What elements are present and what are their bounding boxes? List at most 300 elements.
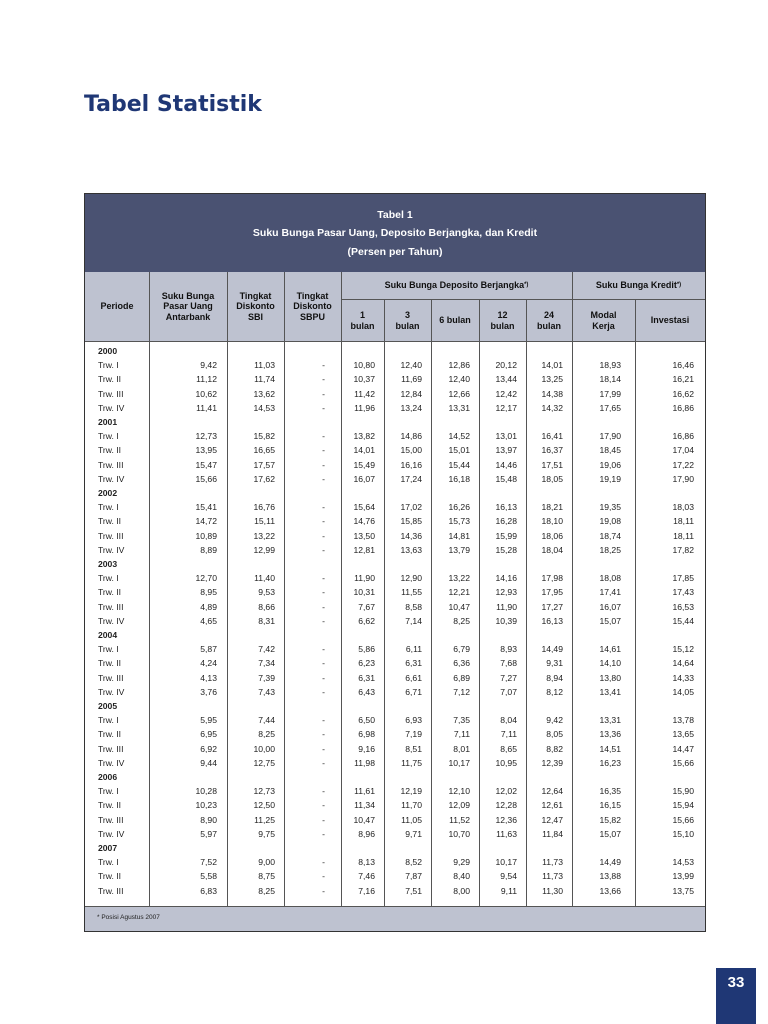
cell-deposito-12: 11,63: [496, 828, 517, 839]
cell-deposito-24: 12,39: [541, 757, 563, 768]
cell-deposito-24: 18,05: [541, 473, 563, 484]
period-label: Trw. III: [98, 814, 124, 825]
table-row: [85, 445, 705, 459]
cell-sbpu: -: [322, 828, 325, 839]
table-row: [85, 715, 705, 729]
header-kredit-label: Suku Bunga Kredit: [595, 280, 677, 291]
cell-deposito-12: 10,95: [495, 757, 517, 768]
cell-sbpu: -: [322, 757, 325, 768]
header-divider: [341, 299, 705, 300]
period-label: Trw. III: [98, 672, 124, 683]
cell-sbpu: -: [322, 587, 325, 598]
cell-sbi: 12,50: [253, 800, 275, 811]
header-deposito-group: [341, 272, 572, 299]
cell-deposito-12: 9,11: [500, 885, 517, 896]
table-row: [85, 502, 705, 516]
cell-pasar-uang: 4,89: [200, 601, 217, 612]
cell-deposito-3: 11,75: [401, 757, 422, 768]
cell-deposito-24: 8,12: [546, 686, 563, 697]
column-separator: [384, 300, 385, 906]
cell-sbpu: -: [322, 743, 325, 754]
cell-sbpu: -: [322, 800, 325, 811]
cell-deposito-3: 13,63: [400, 544, 422, 555]
cell-deposito-24: 11,73: [542, 857, 563, 868]
cell-pasar-uang: 10,28: [195, 786, 217, 797]
cell-deposito-1: 7,46: [358, 871, 375, 882]
cell-deposito-3: 9,71: [405, 828, 422, 839]
cell-pasar-uang: 5,97: [200, 828, 217, 839]
cell-deposito-6: 8,00: [453, 885, 470, 896]
cell-deposito-12: 15,99: [495, 530, 517, 541]
cell-modal-kerja: 18,74: [599, 530, 621, 541]
cell-investasi: 16,62: [672, 388, 694, 399]
column-separator: [479, 300, 480, 906]
cell-modal-kerja: 19,08: [599, 516, 621, 527]
cell-deposito-1: 6,23: [358, 658, 375, 669]
cell-investasi: 16,86: [672, 402, 694, 413]
cell-deposito-12: 7,07: [500, 686, 517, 697]
year-label: 2000: [98, 346, 118, 356]
table-row: [85, 474, 705, 488]
cell-modal-kerja: 14,10: [599, 658, 621, 669]
body-bottom-rule: [85, 906, 705, 907]
cell-deposito-6: 12,86: [448, 360, 470, 371]
cell-pasar-uang: 12,73: [195, 431, 217, 442]
cell-pasar-uang: 4,65: [200, 615, 217, 626]
year-row: [85, 701, 705, 715]
cell-deposito-24: 9,31: [546, 658, 563, 669]
cell-deposito-12: 14,46: [495, 459, 517, 470]
cell-sbi: 9,53: [258, 587, 275, 598]
cell-deposito-3: 17,02: [400, 502, 422, 513]
header-investasi: Investasi: [650, 315, 690, 326]
table-row: [85, 658, 705, 672]
cell-deposito-12: 20,12: [495, 360, 517, 371]
cell-deposito-24: 17,95: [541, 587, 563, 598]
table-subtitle: (Persen per Tahun): [347, 246, 443, 258]
cell-deposito-6: 15,44: [448, 459, 470, 470]
cell-deposito-1: 6,50: [358, 715, 375, 726]
cell-pasar-uang: 11,12: [196, 374, 217, 385]
cell-investasi: 18,11: [673, 516, 694, 527]
cell-sbpu: -: [322, 431, 325, 442]
cell-sbpu: -: [322, 601, 325, 612]
cell-sbpu: -: [322, 615, 325, 626]
cell-deposito-24: 8,05: [546, 729, 563, 740]
cell-sbi: 11,25: [254, 814, 275, 825]
cell-sbpu: -: [322, 360, 325, 371]
period-label: Trw. II: [98, 800, 122, 811]
cell-pasar-uang: 5,95: [200, 715, 217, 726]
cell-deposito-1: 14,01: [353, 445, 375, 456]
cell-modal-kerja: 18,93: [599, 360, 621, 371]
cell-modal-kerja: 13,36: [599, 729, 621, 740]
cell-sbpu: -: [322, 871, 325, 882]
cell-investasi: 13,65: [672, 729, 694, 740]
header-deposito-24: 24 bulan: [537, 310, 561, 331]
cell-deposito-24: 16,13: [541, 615, 563, 626]
cell-deposito-3: 11,69: [401, 374, 422, 385]
cell-sbi: 9,75: [258, 828, 275, 839]
cell-modal-kerja: 16,15: [599, 800, 621, 811]
cell-deposito-12: 7,68: [500, 658, 517, 669]
cell-deposito-1: 9,16: [358, 743, 375, 754]
cell-deposito-3: 7,19: [405, 729, 422, 740]
cell-sbpu: -: [322, 516, 325, 527]
cell-deposito-24: 18,06: [541, 530, 563, 541]
table-row: [85, 531, 705, 545]
cell-modal-kerja: 16,07: [599, 601, 621, 612]
cell-deposito-12: 13,97: [495, 445, 517, 456]
cell-investasi: 14,64: [672, 658, 694, 669]
cell-deposito-12: 12,02: [495, 786, 517, 797]
cell-deposito-1: 10,31: [353, 587, 375, 598]
cell-modal-kerja: 17,99: [599, 388, 621, 399]
cell-deposito-6: 10,70: [448, 828, 470, 839]
cell-sbi: 7,43: [258, 686, 275, 697]
cell-deposito-3: 12,19: [400, 786, 422, 797]
cell-sbpu: -: [322, 644, 325, 655]
cell-deposito-12: 13,44: [495, 374, 517, 385]
cell-deposito-1: 13,50: [353, 530, 375, 541]
cell-deposito-12: 9,54: [500, 871, 517, 882]
table-footnote: * Posisi Agustus 2007: [97, 914, 160, 921]
table-body: [85, 341, 705, 906]
table-label: Tabel 1: [377, 209, 413, 221]
page-number-badge: [716, 968, 756, 1024]
cell-pasar-uang: 4,24: [200, 658, 217, 669]
cell-investasi: 17,82: [672, 544, 694, 555]
cell-deposito-3: 14,36: [400, 530, 422, 541]
cell-sbpu: -: [322, 402, 325, 413]
table-row: [85, 616, 705, 630]
cell-pasar-uang: 5,87: [200, 644, 217, 655]
cell-sbpu: -: [322, 544, 325, 555]
page-number: 33: [727, 974, 745, 991]
cell-sbpu: -: [322, 459, 325, 470]
cell-modal-kerja: 17,90: [599, 431, 621, 442]
cell-modal-kerja: 15,07: [599, 615, 621, 626]
cell-deposito-12: 10,17: [495, 857, 517, 868]
cell-sbi: 8,75: [258, 871, 275, 882]
cell-sbi: 8,25: [258, 885, 275, 896]
cell-pasar-uang: 8,89: [200, 544, 217, 555]
cell-deposito-6: 12,66: [448, 388, 470, 399]
cell-deposito-6: 16,18: [448, 473, 470, 484]
cell-deposito-3: 11,55: [401, 587, 422, 598]
cell-deposito-12: 8,04: [500, 715, 517, 726]
cell-sbpu: -: [322, 814, 325, 825]
cell-investasi: 17,85: [672, 573, 694, 584]
cell-deposito-6: 6,36: [453, 658, 470, 669]
cell-deposito-24: 12,64: [541, 786, 563, 797]
cell-deposito-1: 8,13: [358, 857, 375, 868]
cell-sbpu: -: [322, 672, 325, 683]
cell-deposito-6: 7,11: [453, 729, 470, 740]
cell-modal-kerja: 18,14: [599, 374, 621, 385]
cell-investasi: 14,53: [672, 857, 694, 868]
cell-sbi: 16,76: [253, 502, 275, 513]
cell-deposito-3: 7,51: [405, 885, 422, 896]
column-separator: [341, 272, 342, 906]
cell-deposito-1: 11,34: [354, 800, 375, 811]
cell-investasi: 15,12: [672, 644, 694, 655]
cell-modal-kerja: 13,66: [599, 885, 621, 896]
period-label: Trw. III: [98, 885, 124, 896]
header-periode: Periode: [100, 301, 134, 312]
cell-sbpu: -: [322, 658, 325, 669]
table-row: [85, 744, 705, 758]
cell-deposito-3: 8,52: [405, 857, 422, 868]
cell-deposito-24: 14,01: [541, 360, 563, 371]
period-label: Trw. IV: [98, 615, 125, 626]
cell-sbpu: -: [322, 857, 325, 868]
period-label: Trw. III: [98, 530, 124, 541]
cell-deposito-3: 15,85: [400, 516, 422, 527]
cell-deposito-1: 12,81: [353, 544, 375, 555]
table-row: [85, 871, 705, 885]
cell-deposito-1: 5,86: [358, 644, 375, 655]
cell-sbi: 8,66: [258, 601, 275, 612]
table-row: [85, 389, 705, 403]
cell-deposito-6: 12,40: [448, 374, 470, 385]
cell-deposito-24: 11,73: [542, 871, 563, 882]
cell-investasi: 16,53: [672, 601, 694, 612]
year-label: 2003: [98, 559, 118, 569]
cell-deposito-24: 11,30: [542, 885, 563, 896]
cell-sbi: 12,99: [253, 544, 275, 555]
cell-modal-kerja: 13,88: [599, 871, 621, 882]
cell-deposito-1: 15,49: [353, 459, 375, 470]
cell-deposito-6: 15,01: [448, 445, 470, 456]
cell-deposito-1: 11,90: [354, 573, 375, 584]
cell-deposito-6: 15,73: [448, 516, 470, 527]
cell-investasi: 18,11: [673, 530, 694, 541]
cell-modal-kerja: 18,25: [599, 544, 621, 555]
year-row: [85, 559, 705, 573]
cell-modal-kerja: 15,82: [599, 814, 621, 825]
period-label: Trw. I: [98, 573, 119, 584]
cell-sbpu: -: [322, 530, 325, 541]
cell-deposito-3: 17,24: [400, 473, 422, 484]
cell-sbi: 13,62: [253, 388, 275, 399]
year-label: 2005: [98, 701, 118, 711]
cell-deposito-1: 6,43: [358, 686, 375, 697]
cell-pasar-uang: 7,52: [200, 857, 217, 868]
column-separator: [284, 272, 285, 906]
cell-deposito-6: 14,52: [448, 431, 470, 442]
cell-pasar-uang: 9,44: [200, 757, 217, 768]
cell-deposito-1: 14,76: [353, 516, 375, 527]
period-label: Trw. II: [98, 729, 122, 740]
cell-deposito-1: 6,31: [358, 672, 375, 683]
table-row: [85, 815, 705, 829]
cell-investasi: 14,33: [672, 672, 694, 683]
cell-deposito-24: 8,82: [546, 743, 563, 754]
header-sbi: Tingkat Diskonto SBI: [236, 290, 275, 322]
cell-investasi: 13,75: [672, 885, 694, 896]
table-footnote-bar: [85, 906, 705, 931]
cell-sbi: 15,11: [254, 516, 275, 527]
cell-deposito-24: 17,51: [541, 459, 563, 470]
cell-investasi: 18,03: [672, 502, 694, 513]
cell-sbi: 12,73: [253, 786, 275, 797]
table-title: Suku Bunga Pasar Uang, Deposito Berjangka, dan Kredit: [252, 227, 538, 239]
cell-deposito-3: 13,24: [400, 402, 422, 413]
cell-deposito-1: 7,67: [358, 601, 375, 612]
cell-sbi: 12,75: [253, 757, 275, 768]
cell-sbi: 11,74: [254, 374, 275, 385]
cell-deposito-1: 6,62: [358, 615, 375, 626]
header-deposito-label: Suku Bunga Deposito Berjangka: [384, 280, 525, 291]
cell-sbi: 15,82: [253, 431, 275, 442]
table-row: [85, 644, 705, 658]
year-row: [85, 843, 705, 857]
table-header: [85, 272, 705, 341]
cell-deposito-1: 16,07: [353, 473, 375, 484]
cell-deposito-6: 6,89: [453, 672, 470, 683]
cell-deposito-6: 8,25: [453, 615, 470, 626]
cell-pasar-uang: 9,42: [200, 360, 217, 371]
cell-investasi: 17,90: [672, 473, 694, 484]
cell-pasar-uang: 15,66: [195, 473, 217, 484]
cell-pasar-uang: 5,58: [200, 871, 217, 882]
period-label: Trw. II: [98, 587, 122, 598]
table-row: [85, 431, 705, 445]
period-label: Trw. III: [98, 601, 124, 612]
cell-deposito-24: 8,94: [546, 672, 563, 683]
period-label: Trw. IV: [98, 473, 125, 484]
cell-investasi: 17,43: [672, 587, 694, 598]
cell-sbpu: -: [322, 573, 325, 584]
cell-investasi: 16,46: [672, 360, 694, 371]
cell-deposito-1: 11,42: [354, 388, 375, 399]
cell-deposito-1: 10,47: [353, 814, 375, 825]
statistics-table: [84, 193, 706, 932]
cell-deposito-6: 12,10: [448, 786, 470, 797]
table-row: [85, 800, 705, 814]
cell-deposito-3: 7,14: [405, 615, 422, 626]
cell-deposito-6: 9,29: [453, 857, 470, 868]
cell-deposito-12: 12,28: [495, 800, 517, 811]
cell-deposito-1: 11,96: [354, 402, 375, 413]
cell-deposito-12: 7,11: [500, 729, 517, 740]
cell-deposito-24: 14,49: [541, 644, 563, 655]
cell-deposito-12: 12,17: [495, 402, 517, 413]
cell-sbi: 17,62: [253, 473, 275, 484]
year-label: 2001: [98, 417, 118, 427]
period-label: Trw. IV: [98, 544, 125, 555]
cell-sbi: 8,31: [258, 615, 275, 626]
header-pasar-uang: Suku Bunga Pasar Uang Antarbank: [161, 290, 215, 322]
cell-modal-kerja: 14,49: [599, 857, 621, 868]
cell-deposito-24: 17,27: [541, 601, 563, 612]
cell-sbpu: -: [322, 388, 325, 399]
cell-sbpu: -: [322, 374, 325, 385]
cell-sbpu: -: [322, 715, 325, 726]
period-label: Trw. IV: [98, 402, 125, 413]
table-title-box: [85, 194, 705, 272]
cell-sbpu: -: [322, 885, 325, 896]
cell-pasar-uang: 6,95: [200, 729, 217, 740]
header-sbpu: Tingkat Diskonto SBPU: [293, 290, 332, 322]
period-label: Trw. I: [98, 786, 119, 797]
cell-deposito-6: 13,79: [448, 544, 470, 555]
cell-deposito-1: 11,61: [354, 786, 375, 797]
header-deposito-3: 3 bulan: [395, 310, 420, 331]
cell-sbi: 7,34: [258, 658, 275, 669]
cell-modal-kerja: 16,35: [599, 786, 621, 797]
table-row: [85, 857, 705, 871]
cell-sbi: 16,65: [253, 445, 275, 456]
cell-deposito-6: 7,35: [453, 715, 470, 726]
cell-modal-kerja: 13,31: [599, 715, 621, 726]
cell-deposito-3: 14,86: [400, 431, 422, 442]
cell-deposito-1: 15,64: [353, 502, 375, 513]
period-label: Trw. IV: [98, 686, 125, 697]
cell-deposito-3: 8,58: [405, 601, 422, 612]
cell-modal-kerja: 17,41: [599, 587, 621, 598]
period-label: Trw. I: [98, 644, 119, 655]
period-label: Trw. III: [98, 459, 124, 470]
table-row: [85, 587, 705, 601]
period-label: Trw. III: [98, 388, 124, 399]
cell-sbi: 14,53: [253, 402, 275, 413]
cell-deposito-3: 6,93: [405, 715, 422, 726]
cell-deposito-24: 18,04: [541, 544, 563, 555]
header-modal-kerja: Modal Kerja: [590, 310, 617, 331]
year-label: 2007: [98, 843, 118, 853]
cell-deposito-24: 14,38: [541, 388, 563, 399]
cell-deposito-3: 6,71: [405, 686, 422, 697]
table-row: [85, 403, 705, 417]
header-bottom-rule: [85, 341, 705, 342]
cell-deposito-3: 6,31: [405, 658, 422, 669]
cell-deposito-6: 12,21: [448, 587, 470, 598]
cell-sbpu: -: [322, 686, 325, 697]
cell-pasar-uang: 10,62: [195, 388, 217, 399]
period-label: Trw. II: [98, 871, 122, 882]
cell-deposito-1: 10,37: [353, 374, 375, 385]
cell-modal-kerja: 15,07: [599, 828, 621, 839]
cell-pasar-uang: 15,41: [195, 502, 217, 513]
cell-deposito-1: 7,16: [358, 885, 375, 896]
column-separator: [526, 300, 527, 906]
cell-modal-kerja: 18,45: [599, 445, 621, 456]
cell-deposito-24: 17,98: [541, 573, 563, 584]
period-label: Trw. II: [98, 374, 122, 385]
cell-deposito-6: 14,81: [448, 530, 470, 541]
year-label: 2004: [98, 630, 118, 640]
cell-deposito-12: 13,01: [495, 431, 517, 442]
cell-deposito-12: 12,93: [495, 587, 517, 598]
header-deposito-mark: *): [524, 282, 529, 289]
period-label: Trw. IV: [98, 757, 125, 768]
cell-sbi: 9,00: [258, 857, 275, 868]
cell-pasar-uang: 3,76: [200, 686, 217, 697]
cell-pasar-uang: 6,83: [200, 885, 217, 896]
table-row: [85, 516, 705, 530]
cell-pasar-uang: 12,70: [195, 573, 217, 584]
cell-deposito-12: 12,42: [495, 388, 517, 399]
cell-investasi: 15,94: [672, 800, 694, 811]
cell-modal-kerja: 13,80: [599, 672, 621, 683]
year-row: [85, 488, 705, 502]
cell-pasar-uang: 11,41: [196, 402, 217, 413]
cell-deposito-24: 16,41: [541, 431, 563, 442]
cell-deposito-1: 13,82: [353, 431, 375, 442]
cell-deposito-24: 18,21: [541, 502, 563, 513]
